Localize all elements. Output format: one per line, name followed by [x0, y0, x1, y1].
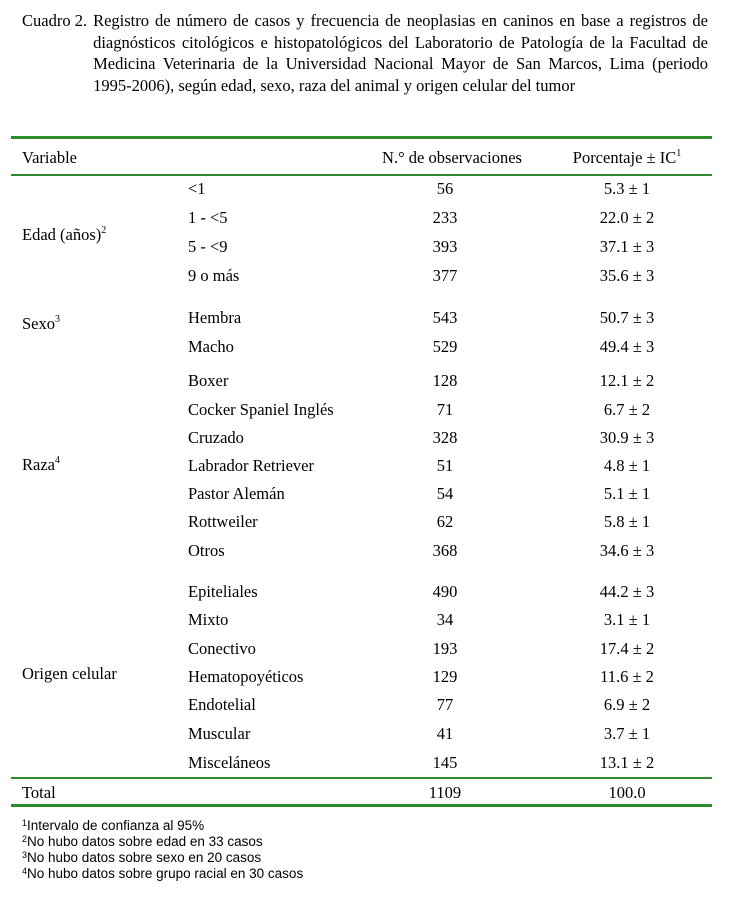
row-category: Macho	[188, 337, 234, 356]
row-percentage: 13.1 ± 2	[599, 753, 655, 772]
row-observations: 393	[432, 237, 458, 256]
header-percentage: Porcentaje ± $IC^1$	[572, 148, 682, 167]
table-caption	[22, 10, 708, 96]
row-category: Labrador Retriever	[188, 456, 314, 475]
row-category: Cocker Spaniel Inglés	[188, 400, 334, 419]
row-category: Pastor Alemán	[188, 484, 285, 503]
row-observations: 145	[432, 753, 458, 772]
group-label: Origen celular	[22, 664, 117, 683]
row-observations: 128	[432, 371, 458, 390]
row-percentage: 5.3 ± 1	[603, 179, 651, 198]
row-category: Endotelial	[188, 695, 256, 714]
row-category: 5 - <9	[188, 237, 228, 256]
footnote-4: $^4$No hubo datos sobre grupo racial en 30 casos	[22, 866, 304, 881]
row-observations: 543	[432, 308, 458, 327]
row-percentage: 5.8 ± 1	[603, 512, 651, 531]
table-bottom-rule	[11, 804, 712, 807]
row-category: Rottweiler	[188, 512, 258, 531]
group-label: Edad (años)$^2$	[22, 225, 107, 244]
footnote-2: $^2$No hubo datos sobre edad en 33 casos	[22, 834, 263, 849]
row-observations: 34	[436, 610, 454, 629]
row-category: Cruzado	[188, 428, 244, 447]
row-observations: 51	[436, 456, 454, 475]
row-category: Mixto	[188, 610, 229, 629]
total-label: Total	[22, 783, 56, 802]
row-percentage: 44.2 ± 3	[599, 582, 655, 601]
header-rule	[11, 174, 712, 176]
row-observations: 54	[436, 484, 454, 503]
row-observations: 71	[436, 400, 454, 419]
row-category: Conectivo	[188, 639, 256, 658]
row-category: Epiteliales	[188, 582, 258, 601]
total-top-rule	[11, 777, 712, 779]
total-observations: 1109	[428, 783, 462, 802]
row-category: Hematopoyéticos	[188, 667, 304, 686]
row-percentage: 4.8 ± 1	[603, 456, 651, 475]
row-percentage: 30.9 ± 3	[599, 428, 655, 447]
row-percentage: 35.6 ± 3	[599, 266, 655, 285]
row-category: Misceláneos	[188, 753, 271, 772]
header-observations: N.° de observaciones	[382, 148, 522, 167]
header-variable: Variable	[22, 148, 77, 167]
caption-text: Registro de número de casos y frecuencia de neoplasias en caninos en base a registros de diagnósticos citológicos e histopatológicos del Laboratorio de Patología de la Facultad de Medicina Veterinaria de la Universidad Nacional Mayor de San Marcos, Lima (periodo 1995-2006), según edad, sexo, raza del animal y origen celular del tumor	[93, 11, 708, 95]
table-top-rule	[11, 136, 712, 139]
row-observations: 77	[436, 695, 454, 714]
footnote-1: $^1$Intervalo de confianza al 95%	[22, 818, 205, 833]
group-label: Raza$^4$	[22, 455, 60, 474]
row-percentage: 11.6 ± 2	[600, 667, 654, 686]
group-label: Sexo$^3$	[22, 314, 60, 333]
row-percentage: 22.0 ± 2	[599, 208, 655, 227]
row-category: 1 - <5	[188, 208, 228, 227]
row-observations: 193	[432, 639, 458, 658]
row-category: 9 o más	[188, 266, 240, 285]
row-percentage: 3.7 ± 1	[603, 724, 651, 743]
total-percentage: 100.0	[608, 783, 646, 802]
row-observations: 490	[432, 582, 458, 601]
row-percentage: 17.4 ± 2	[599, 639, 655, 658]
row-observations: 377	[432, 266, 458, 285]
row-observations: 129	[432, 667, 458, 686]
caption-label: Cuadro 2.	[22, 11, 88, 30]
row-observations: 233	[432, 208, 458, 227]
footnotes	[22, 818, 303, 882]
row-category: Muscular	[188, 724, 251, 743]
row-percentage: 6.9 ± 2	[603, 695, 651, 714]
row-observations: 529	[432, 337, 458, 356]
row-percentage: 37.1 ± 3	[599, 237, 655, 256]
row-percentage: 12.1 ± 2	[599, 371, 655, 390]
row-observations: 328	[432, 428, 458, 447]
row-percentage: 6.7 ± 2	[603, 400, 651, 419]
row-category: Boxer	[188, 371, 229, 390]
row-percentage: 34.6 ± 3	[599, 541, 655, 560]
row-category: <1	[188, 179, 206, 198]
row-category: Otros	[188, 541, 225, 560]
row-observations: 41	[436, 724, 454, 743]
row-percentage: 50.7 ± 3	[599, 308, 655, 327]
footnote-3: $^3$No hubo datos sobre sexo en 20 casos	[22, 850, 262, 865]
row-percentage: 5.1 ± 1	[603, 484, 651, 503]
row-category: Hembra	[188, 308, 242, 327]
row-observations: 56	[436, 179, 454, 198]
row-observations: 62	[436, 512, 454, 531]
row-percentage: 49.4 ± 3	[599, 337, 655, 356]
row-observations: 368	[432, 541, 458, 560]
row-percentage: 3.1 ± 1	[603, 610, 651, 629]
